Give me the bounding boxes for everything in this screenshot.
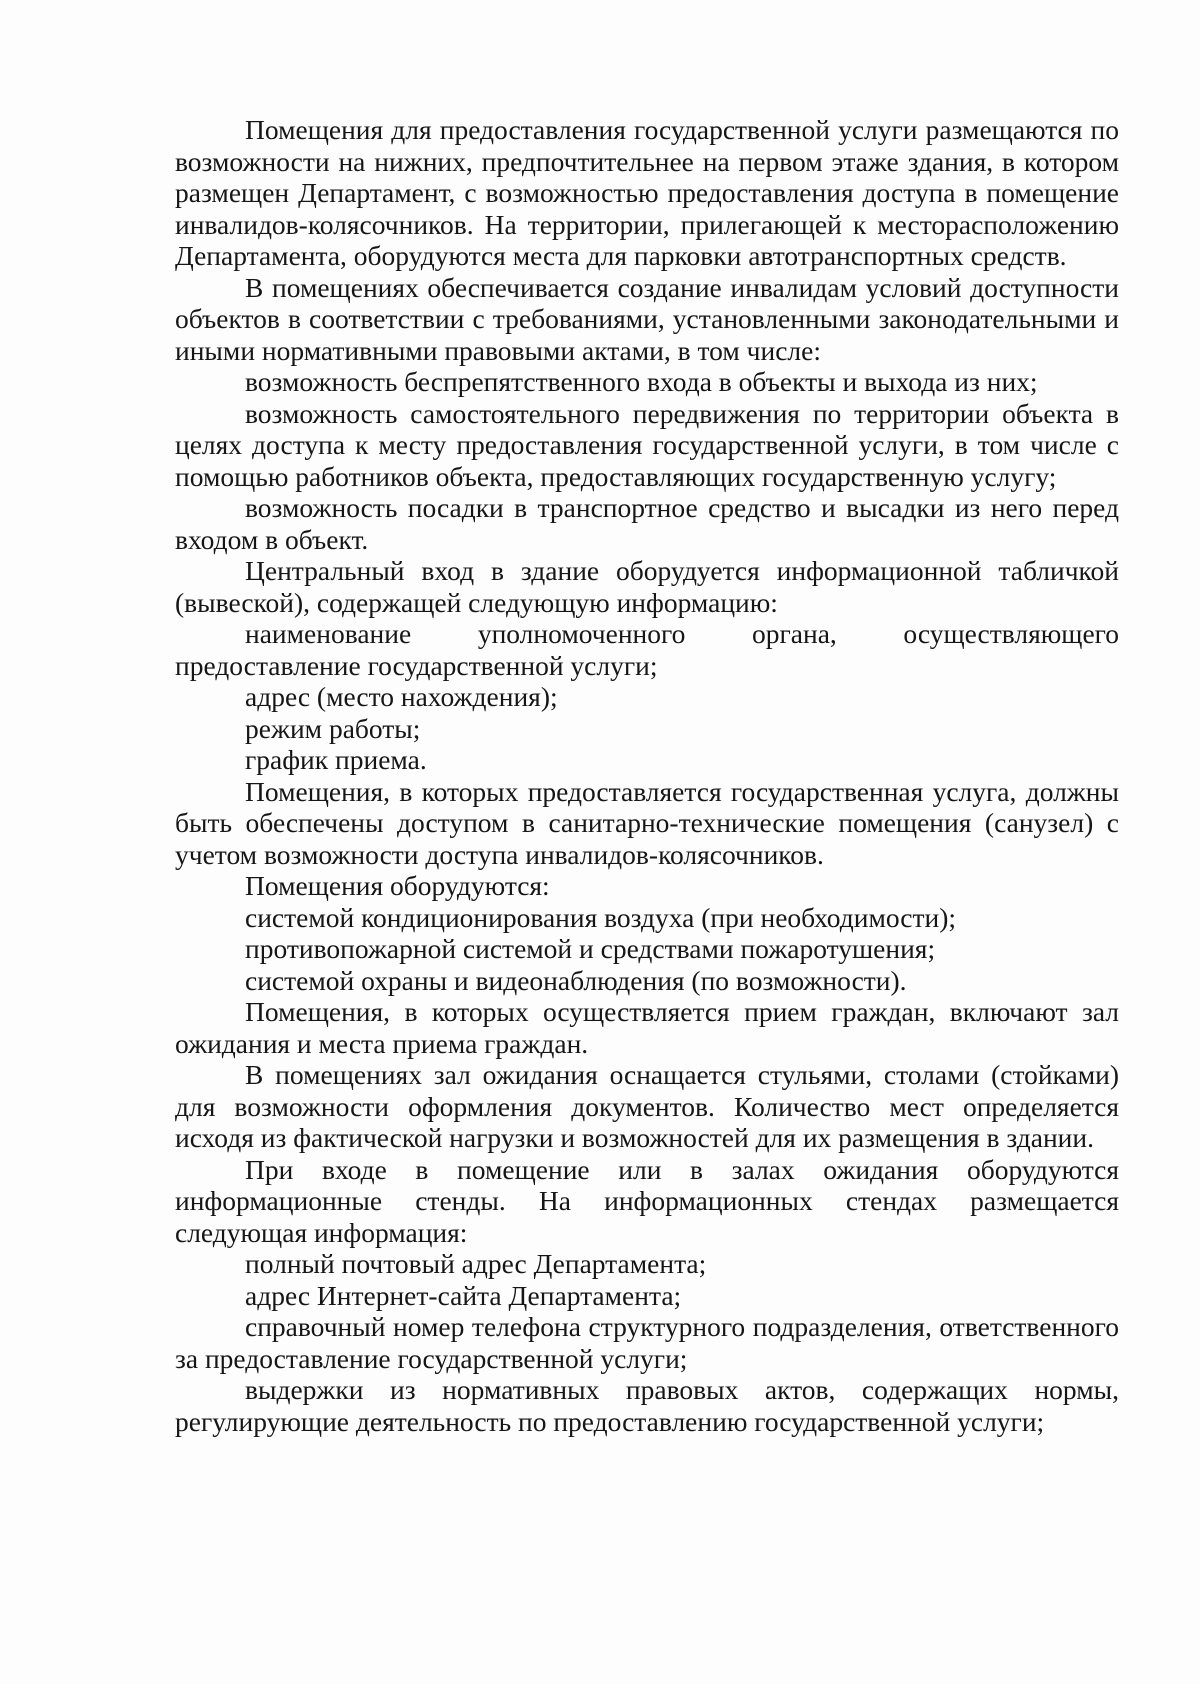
list-item-reference-phone: справочный номер телефона структурного подразделения, ответственного за предоставление государственной услуги;	[175, 1311, 1119, 1374]
list-item-organ-name: наименование уполномоченного органа, осуществляющего предоставление государственной услуги;	[175, 618, 1119, 681]
list-item-address: адрес (место нахождения);	[245, 681, 558, 712]
list-item-reception-schedule: график приема.	[245, 744, 427, 775]
list-item-boarding-access: возможность посадки в транспортное средство и высадки из него перед входом в объект.	[175, 492, 1119, 555]
list-item-movement-access: возможность самостоятельного передвижения по территории объекта в целях доступа к месту предоставления государственной услуги, в том числе с помощью работников объекта, предоставляющих государственную услугу;	[175, 397, 1119, 492]
list-item-air-conditioning: системой кондиционирования воздуха (при необходимости);	[245, 901, 957, 933]
list-item-regulatory-excerpts: выдержки из нормативных правовых актов, содержащих нормы, регулирующие деятельность по предоставлению государственной услуги;	[175, 1374, 1119, 1437]
list-item-fire-system: противопожарной системой и средствами пожаротушения;	[245, 933, 936, 964]
paragraph-information-stands: При входе в помещение или в залах ожидания оборудуются информационные стенды. На информационных стендах размещается следующая информация:	[175, 1153, 1119, 1248]
document-body	[175, 114, 1119, 1437]
paragraph-waiting-hall-furniture: В помещениях зал ожидания оснащается стульями, столами (стойками) для возможности оформления документов. Количество мест определяется исходя из фактической нагрузки и возможностей для их размещения в здании.	[175, 1059, 1119, 1153]
list-item-entrance-access: возможность беспрепятственного входа в объекты и выхода из них;	[245, 366, 1038, 397]
paragraph-premises-location: Помещения для предоставления государственной услуги размещаются по возможности на нижних, предпочтительнее на первом этаже здания, в котором размещен Департамент, с возможностью предоставления доступа в помещение инвалидов-колясочников. На территории, прилегающей к месторасположению Департамента, оборудуются места для парковки автотранспортных средств.	[175, 114, 1119, 271]
paragraph-accessibility-conditions: В помещениях обеспечивается создание инвалидам условий доступности объектов в соответствии с требованиями, установленными законодательными и иными нормативными правовыми актами, в том числе:	[175, 271, 1119, 366]
list-item-work-schedule: режим работы;	[245, 712, 421, 744]
paragraph-sanitary-access: Помещения, в которых предоставляется государственная услуга, должны быть обеспечены доступом в санитарно-технические помещения (санузел) с учетом возможности доступа инвалидов-колясочников.	[175, 775, 1119, 870]
paragraph-premises-equipped: Помещения оборудуются:	[245, 870, 550, 901]
list-item-website-address: адрес Интернет-сайта Департамента;	[245, 1279, 682, 1311]
list-item-security-system: системой охраны и видеонаблюдения (по возможности).	[245, 964, 907, 996]
list-item-postal-address: полный почтовый адрес Департамента;	[245, 1248, 707, 1279]
paragraph-entrance-signboard: Центральный вход в здание оборудуется информационной табличкой (вывеской), содержащей следующую информацию:	[175, 555, 1119, 618]
paragraph-reception-halls: Помещения, в которых осуществляется прием граждан, включают зал ожидания и места приема граждан.	[175, 996, 1119, 1059]
